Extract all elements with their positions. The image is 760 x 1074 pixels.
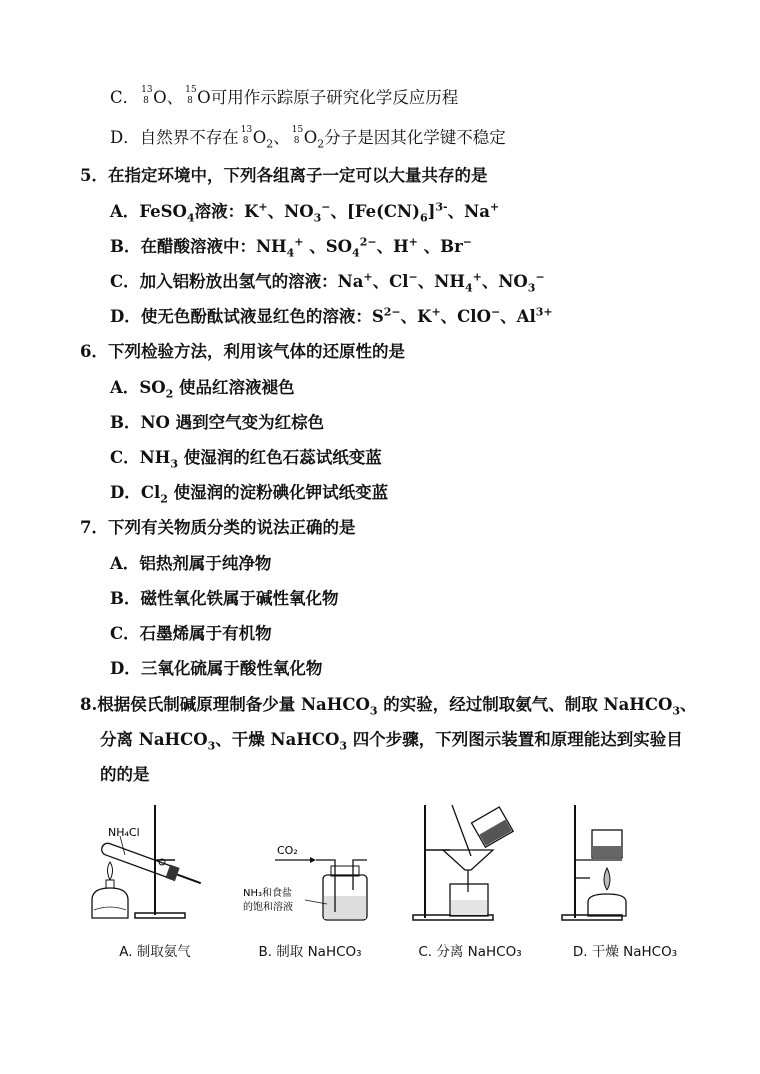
q7-option-a: A．铝热剂属于纯净物 bbox=[110, 554, 272, 573]
figure-b-solution-line2: 的饱和溶液 bbox=[243, 902, 293, 913]
figure-a-caption: A. 制取氨气 bbox=[119, 944, 191, 960]
figure-b-drawing bbox=[235, 800, 385, 930]
q8-stem-line2: 分离 NaHCO$_3$、干燥 NaHCO$_3$ 四个步骤，下列图示装置和原理能达到实验目 bbox=[100, 730, 683, 753]
apparatus-figures bbox=[80, 800, 700, 970]
q4-option-d: D．自然界不存在 13 8 $O_2$、 15 8 $O_2$分子是因其化学键不稳定 bbox=[110, 125, 506, 151]
figure-c-filtration bbox=[395, 800, 545, 960]
figure-c-drawing bbox=[395, 800, 545, 930]
q6-option-a: A．$SO_2$ 使品红溶液褪色 bbox=[110, 378, 295, 401]
figure-b-caption: B. 制取 NaHCO₃ bbox=[258, 944, 362, 960]
q6-option-c: C．$NH_3$ 使湿润的红色石蕊试纸变蓝 bbox=[110, 448, 382, 471]
q8-stem-line3: 的的是 bbox=[100, 765, 150, 784]
figure-a-ammonia bbox=[80, 800, 230, 960]
isotope-o13: 13 8 bbox=[240, 125, 253, 146]
q5-stem: 5．在指定环境中，下列各组离子一定可以大量共存的是 bbox=[80, 166, 488, 185]
figure-b-nahco3 bbox=[235, 800, 385, 960]
figure-c-caption: C. 分离 NaHCO₃ bbox=[418, 944, 522, 960]
figure-d-caption: D. 干燥 NaHCO₃ bbox=[572, 944, 678, 960]
q5-option-a: A．FeSO$_4$溶液：K+、$NO_3^-$、$[Fe(CN)_6]^{3-}$、Na+ bbox=[110, 200, 500, 225]
q8-stem-line1: 8.根据侯氏制碱原理制备少量 NaHCO$_3$ 的实验，经过制取氨气、制取 NaHCO$_3$、 bbox=[80, 695, 697, 718]
figure-a-label: NH₄Cl bbox=[108, 826, 140, 839]
q6-option-b: B．NO 遇到空气变为红棕色 bbox=[110, 413, 325, 432]
q7-stem: 7．下列有关物质分类的说法正确的是 bbox=[80, 518, 356, 537]
figure-d-drawing bbox=[550, 800, 700, 930]
q7-option-b: B．磁性氧化铁属于碱性氧化物 bbox=[110, 589, 339, 608]
figure-d-drying bbox=[550, 800, 700, 960]
q5-option-b: B．在醋酸溶液中：$NH_4^+$ 、$SO_4^{2-}$、H+ 、Br− bbox=[110, 235, 472, 260]
figure-b-solution-line1: NH₃和食盐 bbox=[243, 888, 293, 899]
figure-b-gas-label: CO₂ bbox=[277, 844, 298, 857]
q7-option-d: D．三氧化硫属于酸性氧化物 bbox=[110, 659, 323, 678]
isotope-o15: 15 8 bbox=[291, 125, 304, 146]
q4-option-c: C． 13 8 O、 15 8 O可用作示踪原子研究化学反应历程 bbox=[110, 85, 459, 107]
q5-option-d: D．使无色酚酞试液显红色的溶液：$S^{2-}$、K+、ClO−、$Al^{3+}$ bbox=[110, 305, 553, 326]
q5-option-c: C．加入铝粉放出氢气的溶液：Na+、Cl−、$NH_4^+$、$NO_3^-$ bbox=[110, 270, 545, 295]
isotope-o15: 15 8 bbox=[185, 85, 197, 106]
figure-a-drawing bbox=[80, 800, 230, 930]
isotope-o13: 13 8 bbox=[141, 85, 153, 106]
q6-option-d: D．$Cl_2$ 使湿润的淀粉碘化钾试纸变蓝 bbox=[110, 483, 389, 506]
q7-option-c: C．石墨烯属于有机物 bbox=[110, 624, 272, 643]
q6-stem: 6．下列检验方法，利用该气体的还原性的是 bbox=[80, 342, 405, 361]
